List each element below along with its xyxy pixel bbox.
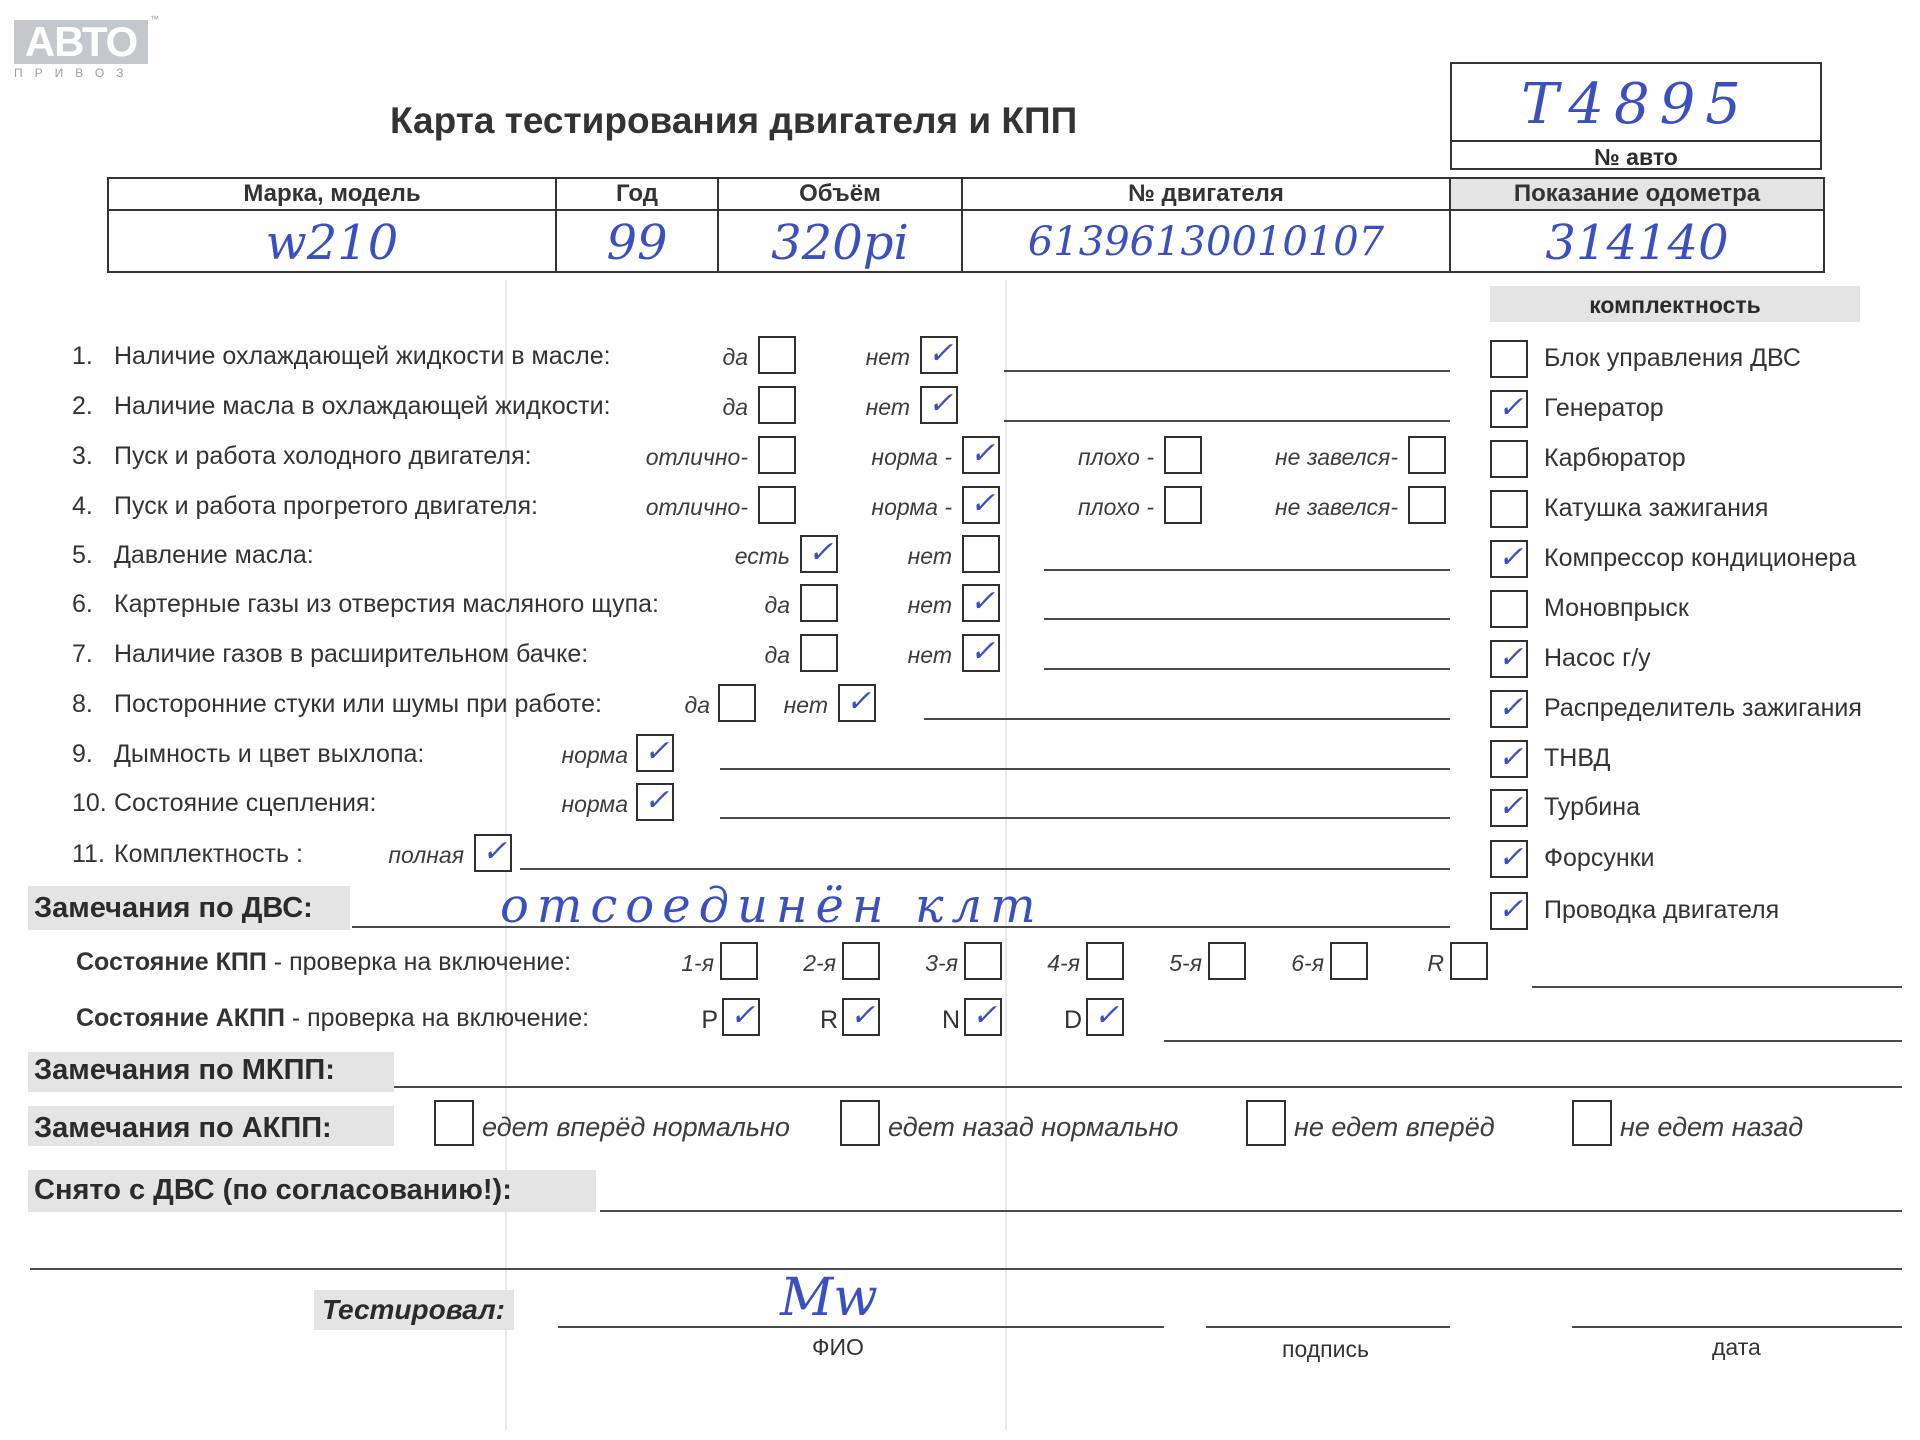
gear-label: 2-я xyxy=(803,950,836,976)
answer-checkbox[interactable] xyxy=(636,734,674,772)
answer-checkbox[interactable] xyxy=(962,634,1000,672)
gear-checkbox[interactable] xyxy=(1208,942,1246,980)
fio-caption: ФИО xyxy=(812,1334,864,1360)
page-title: Карта тестирования двигателя и КПП xyxy=(390,100,1078,141)
answer-option-label: норма xyxy=(561,742,628,768)
answer-comment-line xyxy=(720,817,1450,819)
komplekt-checkbox[interactable] xyxy=(1490,390,1528,428)
komplekt-checkbox[interactable] xyxy=(1490,490,1528,528)
answer-option-label: да xyxy=(764,642,790,668)
komplekt-checkbox[interactable] xyxy=(1490,590,1528,628)
answer-option-label: норма xyxy=(561,791,628,817)
signature-caption: подпись xyxy=(1282,1336,1369,1362)
header-cell-volume: Объём xyxy=(718,178,962,210)
header-cell-odometer: Показание одометра xyxy=(1450,178,1824,210)
answer-comment-line xyxy=(924,718,1450,720)
check-mark: ✓ xyxy=(1498,892,1524,927)
question-number: 3. xyxy=(72,442,93,470)
answer-option-label: да xyxy=(684,692,710,718)
akpp-mode-label: R xyxy=(819,1006,838,1034)
removed-label: Снято с ДВС (по согласованию!): xyxy=(34,1174,512,1206)
question-text: Дымность и цвет выхлопа: xyxy=(114,740,425,768)
komplekt-checkbox[interactable] xyxy=(1490,789,1528,827)
akpp-remark-checkbox[interactable] xyxy=(434,1100,474,1146)
komplekt-checkbox[interactable] xyxy=(1490,340,1528,378)
akpp-mode-checkbox[interactable] xyxy=(1086,998,1124,1036)
komplekt-checkbox[interactable] xyxy=(1490,740,1528,778)
answer-option-label: нет xyxy=(865,394,910,420)
akpp-remark-option-label: не едет вперёд xyxy=(1294,1112,1495,1142)
date-caption: дата xyxy=(1712,1334,1761,1360)
answer-comment-line xyxy=(1004,420,1450,422)
komplekt-item-label: Форсунки xyxy=(1544,844,1655,872)
question-number: 9. xyxy=(72,740,93,768)
answer-checkbox[interactable] xyxy=(1408,486,1446,524)
gear-label: 5-я xyxy=(1169,950,1202,976)
header-cell-year: Год xyxy=(556,178,718,210)
model-value-cell[interactable] xyxy=(108,210,556,272)
mkpp-remarks-label: Замечания по МКПП: xyxy=(34,1054,335,1086)
gear-label: 1-я xyxy=(681,950,714,976)
volume-value-cell[interactable] xyxy=(718,210,962,272)
komplekt-item-label: Карбюратор xyxy=(1544,444,1686,472)
logo-subtitle: ПРИВОЗ xyxy=(14,66,136,80)
answer-option-label: плохо - xyxy=(1078,444,1154,470)
year-value: 99 xyxy=(606,215,668,271)
komplekt-checkbox[interactable] xyxy=(1490,690,1528,728)
question-text: Пуск и работа прогретого двигателя: xyxy=(114,492,538,520)
answer-checkbox[interactable] xyxy=(636,783,674,821)
answer-comment-line xyxy=(1044,618,1450,620)
akpp-remark-option-label: едет назад нормально xyxy=(888,1112,1179,1142)
scan-line xyxy=(1005,280,1007,1430)
answer-checkbox[interactable] xyxy=(800,584,838,622)
question-text: Картерные газы из отверстия масляного щупа: xyxy=(114,590,659,618)
answer-option-label: нет xyxy=(907,642,952,668)
answer-comment-line xyxy=(520,868,1450,870)
answer-checkbox[interactable] xyxy=(1164,486,1202,524)
answer-checkbox[interactable] xyxy=(920,336,958,374)
check-mark: ✓ xyxy=(928,386,954,421)
answer-option-label: есть xyxy=(734,543,790,569)
question-number: 8. xyxy=(72,690,93,718)
gear-label: 3-я xyxy=(925,950,958,976)
komplekt-item-label: Катушка зажигания xyxy=(1544,494,1769,522)
check-mark: ✓ xyxy=(1498,640,1524,675)
gear-label: 6-я xyxy=(1291,950,1324,976)
answer-comment-line xyxy=(1044,569,1450,571)
question-text: Посторонние стуки или шумы при работе: xyxy=(114,690,602,718)
check-mark: ✓ xyxy=(1498,540,1524,575)
question-text: Пуск и работа холодного двигателя: xyxy=(114,442,532,470)
check-mark: ✓ xyxy=(808,535,834,570)
volume-value: 320pi xyxy=(771,215,909,271)
answer-option-label: нет xyxy=(907,543,952,569)
check-mark: ✓ xyxy=(970,634,996,669)
answer-checkbox[interactable] xyxy=(920,386,958,424)
check-mark: ✓ xyxy=(970,436,996,471)
answer-checkbox[interactable] xyxy=(800,535,838,573)
komplekt-item-label: Насос г/у xyxy=(1544,644,1651,672)
dvs-remarks-label: Замечания по ДВС: xyxy=(34,892,313,924)
answer-option-label: да xyxy=(764,592,790,618)
answer-option-label: отлично- xyxy=(645,494,748,520)
komplekt-checkbox[interactable] xyxy=(1490,892,1528,930)
answer-option-label: да xyxy=(722,394,748,420)
check-mark: ✓ xyxy=(850,998,876,1033)
question-text: Наличие охлаждающей жидкости в масле: xyxy=(114,342,611,370)
check-mark: ✓ xyxy=(1498,840,1524,875)
question-text: Наличие газов в расширительном бачке: xyxy=(114,640,589,668)
answer-checkbox[interactable] xyxy=(758,436,796,474)
answer-option-label: нет xyxy=(865,344,910,370)
gear-checkbox[interactable] xyxy=(1450,942,1488,980)
question-number: 10. xyxy=(72,789,107,817)
signature-line xyxy=(1206,1326,1450,1328)
year-value-cell[interactable] xyxy=(556,210,718,272)
check-mark: ✓ xyxy=(970,584,996,619)
tested-label: Тестировал: xyxy=(322,1294,505,1325)
odometer-value: 314140 xyxy=(1545,215,1729,271)
question-number: 11. xyxy=(72,840,105,868)
logo-trademark: ™ xyxy=(150,14,159,24)
gear-checkbox[interactable] xyxy=(1086,942,1124,980)
car-number-box xyxy=(1450,62,1822,170)
tester-signature[interactable]: Mw xyxy=(780,1268,878,1328)
answer-checkbox[interactable] xyxy=(962,584,1000,622)
engine-no-value: 61396130010107 xyxy=(1027,219,1385,265)
vehicle-info-table xyxy=(107,177,1825,273)
answer-checkbox[interactable] xyxy=(758,486,796,524)
answer-checkbox[interactable] xyxy=(962,436,1000,474)
question-number: 7. xyxy=(72,640,93,668)
gear-checkbox[interactable] xyxy=(1330,942,1368,980)
answer-option-label: да xyxy=(722,344,748,370)
mkpp-remarks-line xyxy=(394,1086,1902,1088)
akpp-mode-label: N xyxy=(941,1006,960,1034)
answer-checkbox[interactable] xyxy=(838,684,876,722)
komplekt-item-label: Компрессор кондиционера xyxy=(1544,544,1857,572)
gear-checkbox[interactable] xyxy=(720,942,758,980)
check-mark: ✓ xyxy=(1094,998,1120,1033)
question-number: 4. xyxy=(72,492,93,520)
car-number-label: № авто xyxy=(1452,140,1820,172)
check-mark: ✓ xyxy=(970,486,996,521)
question-text: Комплектность : xyxy=(114,840,303,868)
question-number: 1. xyxy=(72,342,93,370)
question-text: Наличие масла в охлаждающей жидкости: xyxy=(114,392,611,420)
check-mark: ✓ xyxy=(846,684,872,719)
question-number: 2. xyxy=(72,392,93,420)
komplekt-checkbox[interactable] xyxy=(1490,840,1528,878)
dvs-remarks-value[interactable]: отсоединён клт xyxy=(500,878,1044,934)
komplekt-title: комплектность xyxy=(1589,292,1761,318)
komplekt-item-label: Турбина xyxy=(1544,793,1640,821)
logo xyxy=(14,20,148,80)
kpp-line xyxy=(1532,986,1902,988)
header-cell-model: Марка, модель xyxy=(108,178,556,210)
gear-label: 4-я xyxy=(1047,950,1080,976)
check-mark: ✓ xyxy=(1498,740,1524,775)
check-mark: ✓ xyxy=(928,336,954,371)
answer-checkbox[interactable] xyxy=(1164,436,1202,474)
akpp-mode-checkbox[interactable] xyxy=(964,998,1002,1036)
answer-option-label: полная xyxy=(388,842,464,868)
akpp-remark-checkbox[interactable] xyxy=(1572,1100,1612,1146)
akpp-remark-checkbox[interactable] xyxy=(840,1100,880,1146)
check-mark: ✓ xyxy=(1498,390,1524,425)
answer-checkbox[interactable] xyxy=(962,486,1000,524)
akpp-mode-checkbox[interactable] xyxy=(842,998,880,1036)
komplekt-item-label: Распределитель зажигания xyxy=(1544,694,1862,722)
komplekt-checkbox[interactable] xyxy=(1490,640,1528,678)
answer-checkbox[interactable] xyxy=(758,336,796,374)
gear-checkbox[interactable] xyxy=(964,942,1002,980)
question-text: Состояние сцепления: xyxy=(114,789,377,817)
answer-checkbox[interactable] xyxy=(1408,436,1446,474)
answer-comment-line xyxy=(720,768,1450,770)
akpp-mode-label: P xyxy=(701,1006,718,1034)
answer-checkbox[interactable] xyxy=(718,684,756,722)
answer-checkbox[interactable] xyxy=(962,535,1000,573)
akpp-remark-option-label: не едет назад xyxy=(1620,1112,1804,1142)
answer-option-label: отлично- xyxy=(645,444,748,470)
komplekt-item-label: Проводка двигателя xyxy=(1544,896,1780,924)
question-number: 5. xyxy=(72,541,93,569)
answer-option-label: норма - xyxy=(871,494,952,520)
komplekt-item-label: Блок управления ДВС xyxy=(1544,344,1801,372)
check-mark: ✓ xyxy=(644,783,670,818)
engine-no-value-cell[interactable] xyxy=(962,210,1450,272)
date-line xyxy=(1572,1326,1902,1328)
akpp-mode-label: D xyxy=(1063,1006,1082,1034)
kpp-label: Состояние КПП - проверка на включение: xyxy=(76,948,572,976)
question-number: 6. xyxy=(72,590,93,618)
gear-label: R xyxy=(1427,950,1444,976)
answer-option-label: нет xyxy=(907,592,952,618)
check-mark: ✓ xyxy=(972,998,998,1033)
komplekt-item-label: Моновпрыск xyxy=(1544,594,1689,622)
akpp-line xyxy=(1164,1040,1902,1042)
check-mark: ✓ xyxy=(730,998,756,1033)
model-value: w210 xyxy=(265,215,399,271)
answer-checkbox[interactable] xyxy=(758,386,796,424)
answer-option-label: норма - xyxy=(871,444,952,470)
komplekt-item-label: Генератор xyxy=(1544,394,1664,422)
komplekt-checkbox[interactable] xyxy=(1490,540,1528,578)
check-mark: ✓ xyxy=(1498,690,1524,725)
komplekt-item-label: ТНВД xyxy=(1544,744,1611,772)
akpp-remarks-label: Замечания по АКПП: xyxy=(34,1112,332,1144)
check-mark: ✓ xyxy=(1498,789,1524,824)
komplekt-checkbox[interactable] xyxy=(1490,440,1528,478)
check-mark: ✓ xyxy=(482,834,508,869)
answer-comment-line xyxy=(1004,370,1450,372)
answer-option-label: не завелся- xyxy=(1274,494,1398,520)
akpp-mode-checkbox[interactable] xyxy=(722,998,760,1036)
header-cell-engine-no: № двигателя xyxy=(962,178,1450,210)
car-number-value: T4895 xyxy=(1521,72,1751,137)
answer-checkbox[interactable] xyxy=(474,834,512,872)
gear-checkbox[interactable] xyxy=(842,942,880,980)
odometer-value-cell[interactable] xyxy=(1450,210,1824,272)
answer-option-label: плохо - xyxy=(1078,494,1154,520)
akpp-remark-checkbox[interactable] xyxy=(1246,1100,1286,1146)
akpp-remark-option-label: едет вперёд нормально xyxy=(482,1112,790,1142)
removed-line xyxy=(600,1210,1902,1212)
removed-line-2 xyxy=(30,1268,1902,1270)
answer-option-label: нет xyxy=(783,692,828,718)
akpp-label: Состояние АКПП - проверка на включение: xyxy=(76,1004,590,1032)
question-text: Давление масла: xyxy=(114,541,314,569)
check-mark: ✓ xyxy=(644,734,670,769)
answer-checkbox[interactable] xyxy=(800,634,838,672)
answer-comment-line xyxy=(1044,668,1450,670)
answer-option-label: не завелся- xyxy=(1274,444,1398,470)
logo-text: АВТО xyxy=(14,20,148,64)
